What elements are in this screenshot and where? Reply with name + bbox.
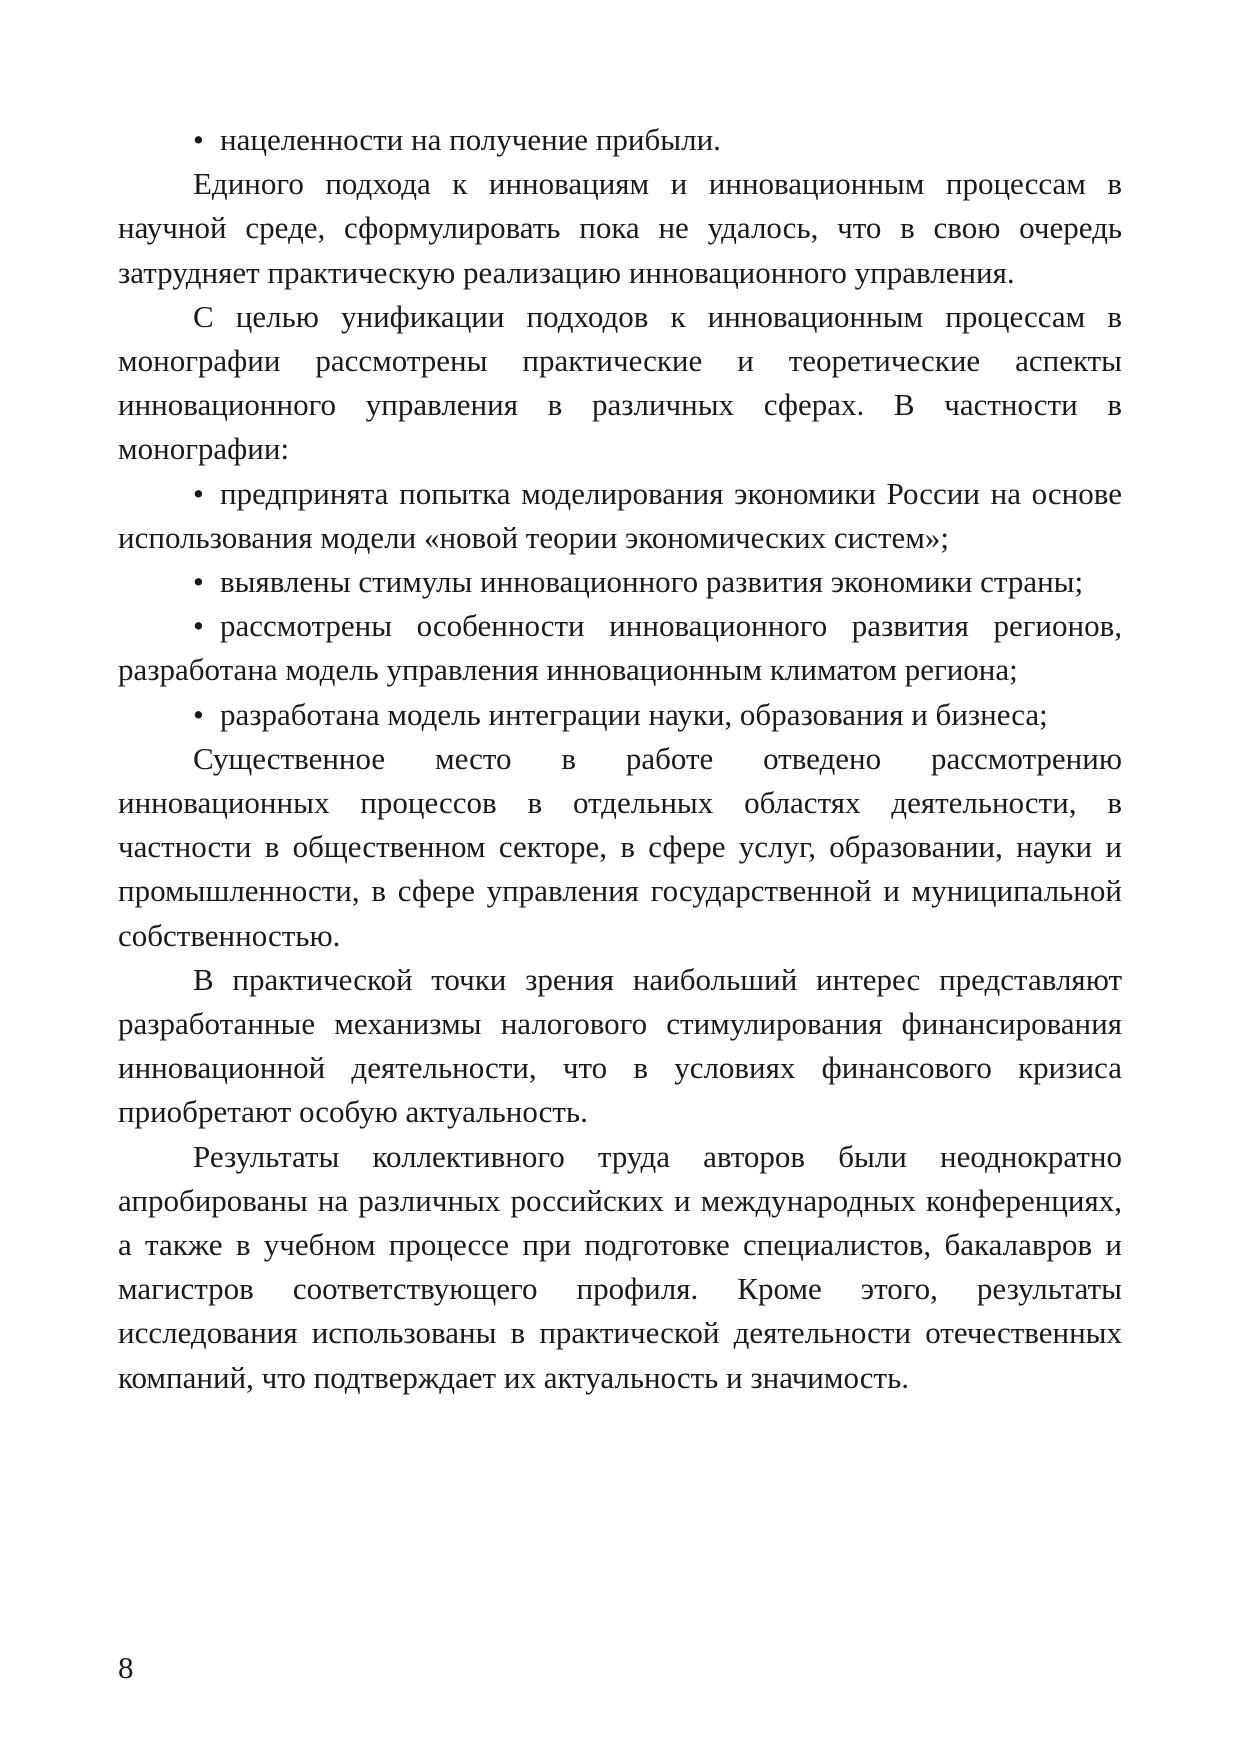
bullet-icon: • [193,608,204,644]
bullet-text: рассмотрены особенности инновационного развития регионов, разработана модель управления инновационным климатом региона; [118,608,1122,688]
paragraph: Результаты коллективного труда авторов были неоднократно апробированы на различных российских и международных конференциях, а также в учебном процессе при подготовке специалистов, бакалавров и магистров соответствующего профиля. Кроме этого, результаты исследования использованы в практической деятельности отечественных компаний, что подтверждает их актуальность и значимость. [118,1138,1122,1395]
bullet-item [118,604,1122,692]
bullet-item [118,693,1122,737]
bullet-item [118,560,1122,604]
paragraph: Существенное место в работе отведено рассмотрению инновационных процессов в отдельных областях деятельности, в частности в общественном секторе, в сфере услуг, образовании, науки и промышленности, в сфере управления государственной и муниципальной собственностью. [118,740,1122,953]
paragraph: Единого подхода к инновациям и инновационным процессам в научной среде, сформулировать пока не удалось, что в свою очередь затрудняет практическую реализацию инновационного управления. [118,166,1122,290]
paragraph: С целью унификации подходов к инновационным процессам в монографии рассмотрены практические и теоретические аспекты инновационного управления в различных сферах. В частности в монографии: [118,298,1122,467]
bullet-item [118,472,1122,560]
bullet-text: разработана модель интеграции науки, образования и бизнеса; [220,696,1048,732]
bullet-text: выявлены стимулы инновационного развития экономики страны; [220,564,1084,600]
document-body [118,118,1122,1400]
bullet-item [118,118,1122,162]
bullet-icon: • [193,475,204,511]
bullet-icon: • [193,564,204,600]
bullet-text: нацеленности на получение прибыли. [220,122,721,157]
page-number: 8 [118,1650,134,1685]
paragraph: В практической точки зрения наибольший интерес представляют разработанные механизмы налогового стимулирования финансирования инновационной деятельности, что в условиях финансового кризиса приобретают особую актуальность. [118,961,1122,1130]
bullet-icon: • [193,696,204,732]
bullet-icon: • [193,122,204,157]
bullet-text: предпринята попытка моделирования экономики России на основе использования модели «новой теории экономических систем»; [118,475,1122,555]
